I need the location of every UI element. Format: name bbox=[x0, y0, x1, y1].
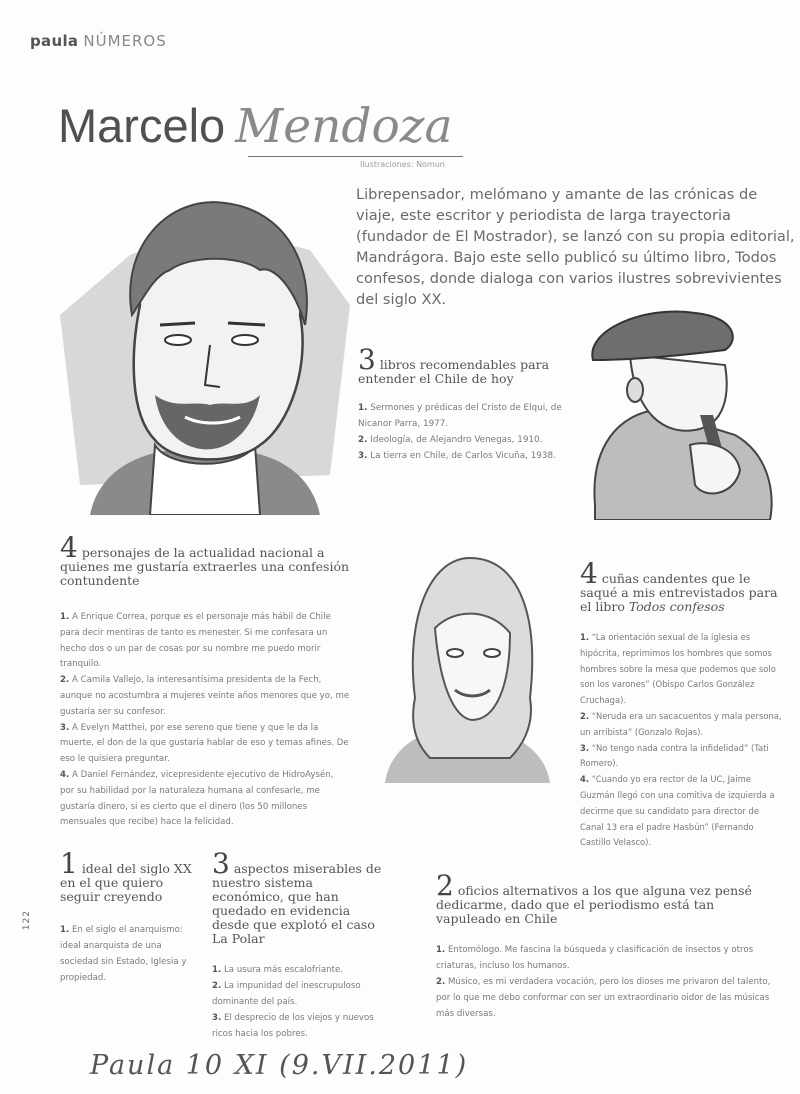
cunas-heading-text: cuñas candentes que le saqué a mis entrevistados para el libro bbox=[580, 571, 778, 614]
section-name: NÚMEROS bbox=[83, 32, 167, 50]
ideal-list bbox=[60, 922, 195, 986]
aspectos-list bbox=[212, 962, 387, 1042]
list-item: 1. La usura más escalofriante. bbox=[212, 965, 343, 975]
oficios-heading bbox=[436, 869, 781, 926]
oficios-number: 2 bbox=[436, 869, 454, 902]
list-item: 2. Ideología, de Alejandro Venegas, 1910. bbox=[358, 435, 543, 445]
list-item: 2. “Neruda era un sacacuentos y mala persona, un arribista” (Gonzalo Rojas). bbox=[580, 710, 782, 737]
title-last-name: Mendoza bbox=[235, 99, 453, 154]
oficios-list bbox=[436, 942, 781, 1022]
ideal-block bbox=[60, 847, 195, 986]
personajes-number: 4 bbox=[60, 531, 78, 564]
aspectos-heading-text: aspectos miserables de nuestro sistema económico, que han quedado en evidencia desde que explotó el caso La Polar bbox=[212, 861, 382, 946]
list-item: 4. A Daniel Fernández, vicepresidente ejecutivo de HidroAysén, por su habilidad por la naturaleza humana al confesarle, me gustaría dinero, si es cierto que el dinero (los 50 millones mensuales que recibe) hace la felicidad. bbox=[60, 769, 334, 828]
personajes-block bbox=[60, 531, 350, 831]
books-block bbox=[358, 343, 573, 464]
aspectos-heading bbox=[212, 847, 387, 946]
list-item: 2. A Camila Vallejo, la interesantísima presidenta de la Fech, aunque no acostumbra a mujeres veinte años menores que yo, me gustaría ser su confesor. bbox=[60, 675, 350, 717]
ideal-heading bbox=[60, 847, 195, 904]
personajes-heading bbox=[60, 531, 350, 588]
list-item: 1. Entomólogo. Me fascina la búsqueda y clasificación de insectos y otros criaturas, incluso los humanos. bbox=[436, 945, 754, 971]
list-item: 1. A Enrique Correa, porque es el personaje más hábil de Chile para decir mentiras de tanto es menester. Si me confesara un hecho dos o un par de cosas por su nombre me puedo morir tranquilo. bbox=[60, 612, 331, 670]
section-tag bbox=[30, 32, 167, 50]
list-item: 1. Sermones y prédicas del Cristo de Elqui, de Nicanor Parra, 1977. bbox=[358, 403, 562, 429]
portrait-beret-man-illustration bbox=[575, 305, 775, 520]
cunas-number: 4 bbox=[580, 557, 598, 590]
article-title bbox=[58, 98, 453, 154]
ideal-number: 1 bbox=[60, 847, 78, 880]
intro-paragraph: Librepensador, melómano y amante de las crónicas de viaje, este escritor y periodista de larga trayectoria (fundador de El Mostrador), se lanzó con su propia editorial, Mandrágora. Bajo este sello publicó su último libro, Todos confesos, donde dialoga con varios ilustres sobrevivientes del siglo XX. bbox=[356, 186, 795, 308]
personajes-heading-text: personajes de la actualidad nacional a quienes me gustaría extraerles una confesión contundente bbox=[60, 545, 350, 588]
personajes-list bbox=[60, 610, 350, 831]
list-item: 1. En el siglo el anarquismo: ideal anarquista de una sociedad sin Estado, Iglesia y propiedad. bbox=[60, 925, 187, 983]
oficios-heading-text: oficios alternativos a los que alguna vez pensé dedicarme, dado que el periodismo está tan vapuleado en Chile bbox=[436, 883, 752, 926]
list-item: 3. “No tengo nada contra la infidelidad” (Tati Romero). bbox=[580, 742, 769, 769]
page-number: 122 bbox=[22, 910, 32, 931]
books-heading bbox=[358, 343, 573, 386]
handwritten-note: Paula 10 XI (9.VII.2011) bbox=[90, 1050, 469, 1081]
section-brand: paula bbox=[30, 32, 79, 50]
title-underline bbox=[248, 156, 463, 157]
books-list bbox=[358, 400, 573, 464]
list-item: 2. Músico, es mi verdadera vocación, pero los dioses me privaron del talento, por lo que me debo conformar con ser un extraordinario oidor de las músicas más diversas. bbox=[436, 977, 771, 1019]
ideal-heading-text: ideal del siglo XX en el que quiero seguir creyendo bbox=[60, 861, 192, 904]
cunas-heading bbox=[580, 557, 785, 614]
oficios-block bbox=[436, 869, 781, 1022]
illustration-credit: Ilustraciones: Nomun bbox=[360, 160, 445, 169]
aspectos-block bbox=[212, 847, 387, 1042]
aspectos-number: 3 bbox=[212, 847, 230, 880]
list-item: 3. El desprecio de los viejos y nuevos ricos hacia los pobres. bbox=[212, 1013, 374, 1039]
portrait-marcelo-illustration bbox=[60, 195, 350, 515]
list-item: 3. La tierra en Chile, de Carlos Vicuña, 1938. bbox=[358, 451, 556, 461]
list-item: 1. “La orientación sexual de la iglesia es hipócrita, reprimimos los hombres que somos hombres sobre la mesa que podemos que solo son los varones” (Obispo Carlos González Cruchaga). bbox=[580, 632, 776, 706]
title-first-name: Marcelo bbox=[58, 99, 226, 152]
list-item: 2. La impunidad del inescrupuloso dominante del país. bbox=[212, 981, 361, 1007]
portrait-woman-illustration bbox=[360, 548, 575, 793]
books-heading-text: libros recomendables para entender el Chile de hoy bbox=[358, 357, 550, 386]
cunas-list bbox=[580, 630, 785, 851]
list-item: 4. “Cuando yo era rector de la UC, Jaime Guzmán llegó con una comitiva de izquierda a decirme que su candidato para director de Canal 13 era el padre Hasbún” (Fernando Castillo Velasco). bbox=[580, 774, 775, 848]
books-number: 3 bbox=[358, 343, 376, 376]
cunas-block bbox=[580, 557, 785, 851]
list-item: 3. A Evelyn Matthei, por ese sereno que tiene y que le da la muerte, el don de la que gustaría hablar de eso y temas afines. De eso le quisiera preguntar. bbox=[60, 722, 349, 765]
cunas-book-title: Todos confesos bbox=[628, 599, 725, 614]
